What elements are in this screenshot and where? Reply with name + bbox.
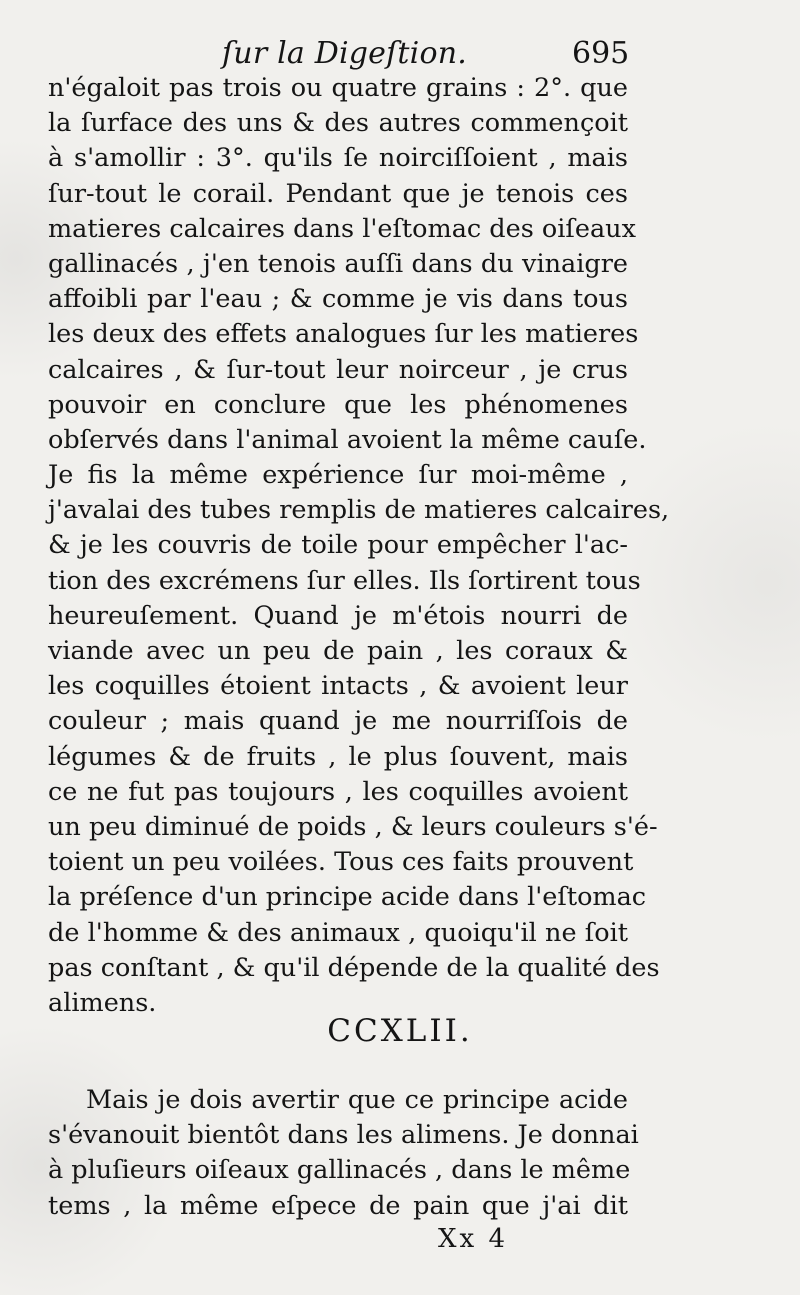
text-line: de l'homme & des animaux , quoiqu'il ne ſoit xyxy=(48,917,628,948)
text-line: à pluſieurs oiſeaux gallinacés , dans le même xyxy=(48,1155,631,1186)
text-line: obſervés dans l'animal avoient la même cauſe. xyxy=(48,424,647,455)
text-line: les deux des effets analogues ſur les matieres xyxy=(48,319,639,350)
section-heading: CCXLII. xyxy=(327,1013,473,1049)
text-line: & je les couvris de toile pour empêcher l'ac- xyxy=(48,530,628,561)
paragraph-1 xyxy=(48,71,670,1021)
text-line: un peu diminué de poids , & leurs couleurs s'é- xyxy=(48,811,658,842)
text-line: les coquilles étoient intacts , & avoient leur xyxy=(48,671,628,702)
text-line: tems , la même eſpece de pain que j'ai dit xyxy=(48,1190,628,1221)
text-line: n'égaloit pas trois ou quatre grains : 2°. que xyxy=(48,73,628,103)
running-title: ſur la Digeſtion. xyxy=(222,36,467,71)
text-line: à s'amollir : 3°. qu'ils ſe noirciſſoient , mais xyxy=(48,143,628,174)
text-line: pas conſtant , & qu'il dépende de la qualité des xyxy=(48,952,660,983)
text-line: tion des excrémens ſur elles. Ils ſortirent tous xyxy=(48,565,641,596)
text-line: gallinacés , j'en tenois auſſi dans du vinaigre xyxy=(48,248,628,279)
text-line: affoibli par l'eau ; & comme je vis dans tous xyxy=(48,284,628,315)
text-line: calcaires , & ſur-tout leur noirceur , je crus xyxy=(48,354,628,385)
paragraph-2 xyxy=(48,1083,639,1224)
text-line: la ſurface des uns & des autres commençoit xyxy=(48,108,628,139)
text-line: couleur ; mais quand je me nourriſſois de xyxy=(48,706,628,737)
text-line: alimens. xyxy=(48,987,157,1018)
text-line: légumes & de fruits , le plus ſouvent, mais xyxy=(48,741,628,772)
text-line: heureuſement. Quand je m'étois nourri de xyxy=(48,600,628,631)
text-line: toient un peu voilées. Tous ces faits prouvent xyxy=(48,847,634,878)
text-line: Mais je dois avertir que ce principe acide xyxy=(86,1085,628,1115)
text-line: Je fis la même expérience ſur moi-même , xyxy=(48,460,628,491)
text-line: viande avec un peu de pain , les coraux & xyxy=(48,636,628,666)
signature-mark: Xx 4 xyxy=(438,1224,508,1254)
text-line: s'évanouit bientôt dans les alimens. Je donnai xyxy=(48,1120,639,1151)
text-line: ce ne fut pas toujours , les coquilles avoient xyxy=(48,776,628,807)
page-number: 695 xyxy=(572,36,630,71)
text-line: ſur-tout le corail. Pendant que je tenois ces xyxy=(48,178,628,209)
text-line: la préſence d'un principe acide dans l'eſtomac xyxy=(48,882,647,913)
text-line: pouvoir en conclure que les phénomenes xyxy=(48,389,628,420)
text-line: j'avalai des tubes remplis de matieres calcaires, xyxy=(48,495,670,526)
text-line: matieres calcaires dans l'eſtomac des oiſeaux xyxy=(48,213,636,244)
